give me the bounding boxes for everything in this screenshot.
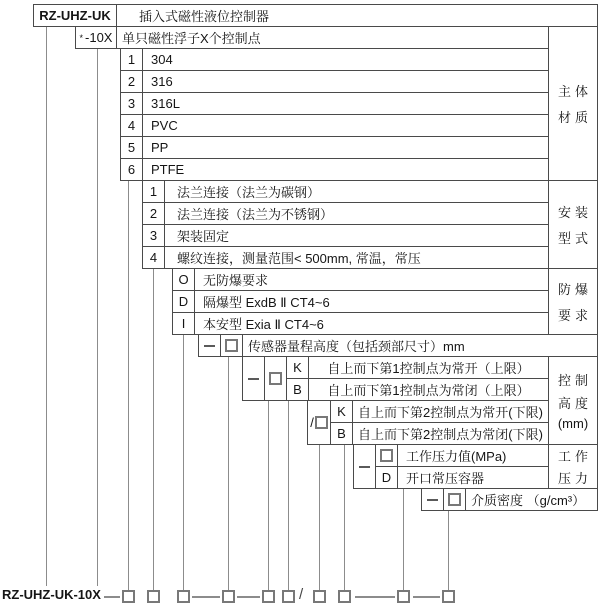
- control1-code-cell: [286, 378, 309, 401]
- density-desc: 介质密度 （g/cm³）: [471, 493, 586, 508]
- density-box-cell: [443, 488, 466, 511]
- connector-line-control2-type: [344, 445, 345, 590]
- explosion-desc: 本安型 Exia Ⅱ CT4~6: [203, 317, 324, 332]
- material-code: 6: [127, 162, 136, 177]
- code-box-pressure: [397, 590, 410, 603]
- installation-desc-cell: [164, 180, 549, 203]
- control1-code: B: [293, 382, 302, 397]
- material-code-cell: [120, 114, 143, 137]
- material-label-line: 材质: [557, 110, 592, 125]
- installation-code-cell: [142, 180, 165, 203]
- explosion-group-label: [548, 268, 598, 335]
- control1-dash-cell: [242, 356, 265, 401]
- control-label-line: 控制: [557, 373, 592, 388]
- pressure-desc-cell: [397, 444, 549, 467]
- explosion-code: O: [178, 272, 189, 287]
- installation-label-line: 安装: [557, 205, 592, 220]
- connector-line-sensor: [228, 357, 229, 590]
- connector-line-control1-value: [268, 401, 269, 590]
- explosion-code: I: [181, 316, 186, 331]
- header-title: 插入式磁性液位控制器: [139, 9, 270, 24]
- pressure-code-cell: [375, 466, 398, 489]
- control2-desc: 自上而下第2控制点为常闭(下限): [358, 427, 543, 442]
- connector-line-density: [448, 511, 449, 590]
- connector-line-control1-type: [288, 401, 289, 590]
- code-box: [269, 372, 282, 385]
- material-code-cell: [120, 70, 143, 93]
- code-dash: [355, 596, 395, 598]
- code-box: [448, 493, 461, 506]
- control1-box-cell: [264, 356, 287, 401]
- control1-desc-cell: [308, 378, 549, 401]
- connector-line-model: [97, 49, 98, 586]
- dash-mark: [427, 499, 438, 501]
- header-model: RZ-UHZ-UK: [39, 8, 111, 23]
- pressure-label-line: 工作: [557, 449, 592, 464]
- control1-code: K: [293, 360, 302, 375]
- installation-desc: 架装固定: [177, 229, 230, 244]
- explosion-code-cell: [172, 268, 195, 291]
- code-box: [380, 449, 393, 462]
- material-code: 3: [127, 96, 136, 111]
- code-box-explosion: [177, 590, 190, 603]
- code-dash: [237, 596, 260, 598]
- control-label-line: 高度: [557, 396, 592, 411]
- model-suffix-star: *: [79, 32, 84, 43]
- sensor-dash-cell: [198, 334, 221, 357]
- control2-code-cell: [330, 400, 353, 423]
- installation-desc: 螺纹连接，测量范围< 500mm, 常温，常压: [177, 251, 421, 266]
- connector-line-control2-value: [319, 445, 320, 590]
- installation-desc-cell: [164, 224, 549, 247]
- connector-line-explosion: [183, 335, 184, 590]
- pressure-desc: 工作压力值(MPa): [406, 449, 507, 464]
- code-dash: [104, 596, 120, 598]
- installation-group-label: [548, 180, 598, 269]
- explosion-desc: 无防爆要求: [203, 273, 269, 288]
- code-box: [225, 339, 238, 352]
- header-model-cell: [33, 4, 117, 27]
- header-title-cell: [116, 4, 598, 27]
- sensor-desc: 传感器量程高度（包括颈部尺寸）mm: [248, 339, 465, 354]
- pressure-desc: 开口常压容器: [406, 471, 485, 486]
- dash-mark: [359, 466, 370, 468]
- material-desc: 316: [151, 74, 173, 89]
- installation-code: 3: [149, 228, 158, 243]
- pressure-code: D: [381, 470, 392, 485]
- control2-desc: 自上而下第2控制点为常开(下限): [358, 405, 543, 420]
- explosion-desc: 隔爆型 ExdB Ⅱ CT4~6: [203, 295, 330, 310]
- model-suffix-desc: 单只磁性浮子X个控制点: [122, 31, 261, 46]
- code-box-control2-type: [338, 590, 351, 603]
- installation-code: 4: [149, 250, 158, 265]
- control2-code-cell: [330, 422, 353, 445]
- control2-code: K: [337, 404, 346, 419]
- pressure-group-label: [548, 444, 598, 489]
- material-desc-cell: [142, 92, 549, 115]
- model-suffix-desc-cell: [116, 26, 549, 49]
- installation-code: 1: [149, 184, 158, 199]
- material-code: 5: [127, 140, 136, 155]
- explosion-code-cell: [172, 312, 195, 335]
- installation-desc: 法兰连接（法兰为不锈钢）: [177, 207, 334, 222]
- material-desc: PVC: [151, 118, 178, 133]
- material-desc-cell: [142, 158, 549, 181]
- code-dash: [413, 596, 440, 598]
- installation-code: 2: [149, 206, 158, 221]
- code-box: [315, 416, 328, 429]
- explosion-desc-cell: [194, 268, 549, 291]
- control2-desc-cell: [352, 400, 549, 423]
- material-desc: 316L: [151, 96, 180, 111]
- explosion-label-line: 要求: [557, 308, 592, 323]
- explosion-code-cell: [172, 290, 195, 313]
- connector-line-pressure: [403, 489, 404, 590]
- connector-line-header: [46, 27, 47, 586]
- installation-code-cell: [142, 246, 165, 269]
- sensor-desc-cell: [242, 334, 598, 357]
- control-height-group-label: [548, 356, 598, 445]
- material-desc-cell: [142, 114, 549, 137]
- code-dash: [192, 596, 220, 598]
- explosion-desc-cell: [194, 312, 549, 335]
- material-code-cell: [120, 48, 143, 71]
- pressure-label-line: 压力: [557, 471, 592, 486]
- installation-code-cell: [142, 202, 165, 225]
- control1-desc: 自上而下第1控制点为常闭（上限）: [327, 383, 530, 398]
- model-suffix-cell: [75, 26, 117, 49]
- bottom-model-code: RZ-UHZ-UK-10X: [2, 587, 101, 602]
- material-code: 1: [127, 52, 136, 67]
- material-code: 2: [127, 74, 136, 89]
- explosion-code: D: [178, 294, 189, 309]
- material-label-line: 主体: [557, 84, 592, 99]
- slash-mark: /: [310, 415, 314, 430]
- control1-code-cell: [286, 356, 309, 379]
- control2-desc-cell: [352, 422, 549, 445]
- explosion-label-line: 防爆: [557, 282, 592, 297]
- material-desc-cell: [142, 136, 549, 159]
- dash-mark: [204, 345, 215, 347]
- material-code: 4: [127, 118, 136, 133]
- control1-desc-cell: [308, 356, 549, 379]
- code-box-installation: [147, 590, 160, 603]
- connector-line-material: [128, 181, 129, 590]
- density-desc-cell: [465, 488, 598, 511]
- installation-code-cell: [142, 224, 165, 247]
- material-desc-cell: [142, 48, 549, 71]
- code-box-sensor-height: [222, 590, 235, 603]
- installation-desc-cell: [164, 202, 549, 225]
- code-box-density: [442, 590, 455, 603]
- installation-desc-cell: [164, 246, 549, 269]
- code-box-control2-value: [313, 590, 326, 603]
- control1-desc: 自上而下第1控制点为常开（上限）: [327, 361, 530, 376]
- pressure-dash-cell: [353, 444, 376, 489]
- material-desc: PTFE: [151, 162, 185, 177]
- dash-mark: [248, 378, 259, 380]
- control2-slash-box-cell: [307, 400, 331, 445]
- connector-line-installation: [153, 269, 154, 590]
- installation-label-line: 型式: [557, 231, 592, 246]
- material-group-label: [548, 26, 598, 181]
- installation-desc: 法兰连接（法兰为碳钢）: [177, 185, 321, 200]
- sensor-box-cell: [220, 334, 243, 357]
- code-slash: /: [299, 586, 304, 603]
- material-code-cell: [120, 136, 143, 159]
- model-suffix-code: -10X: [85, 30, 113, 45]
- material-code-cell: [120, 92, 143, 115]
- material-desc: PP: [151, 140, 169, 155]
- density-dash-cell: [421, 488, 444, 511]
- code-box-control1-value: [262, 590, 275, 603]
- control2-code: B: [337, 426, 346, 441]
- explosion-desc-cell: [194, 290, 549, 313]
- code-box-control1-type: [282, 590, 295, 603]
- material-code-cell: [120, 158, 143, 181]
- pressure-desc-cell: [397, 466, 549, 489]
- material-desc-cell: [142, 70, 549, 93]
- code-box-material: [122, 590, 135, 603]
- material-desc: 304: [151, 52, 173, 67]
- pressure-box-cell: [375, 444, 398, 467]
- control-label-unit: (mm): [557, 416, 589, 431]
